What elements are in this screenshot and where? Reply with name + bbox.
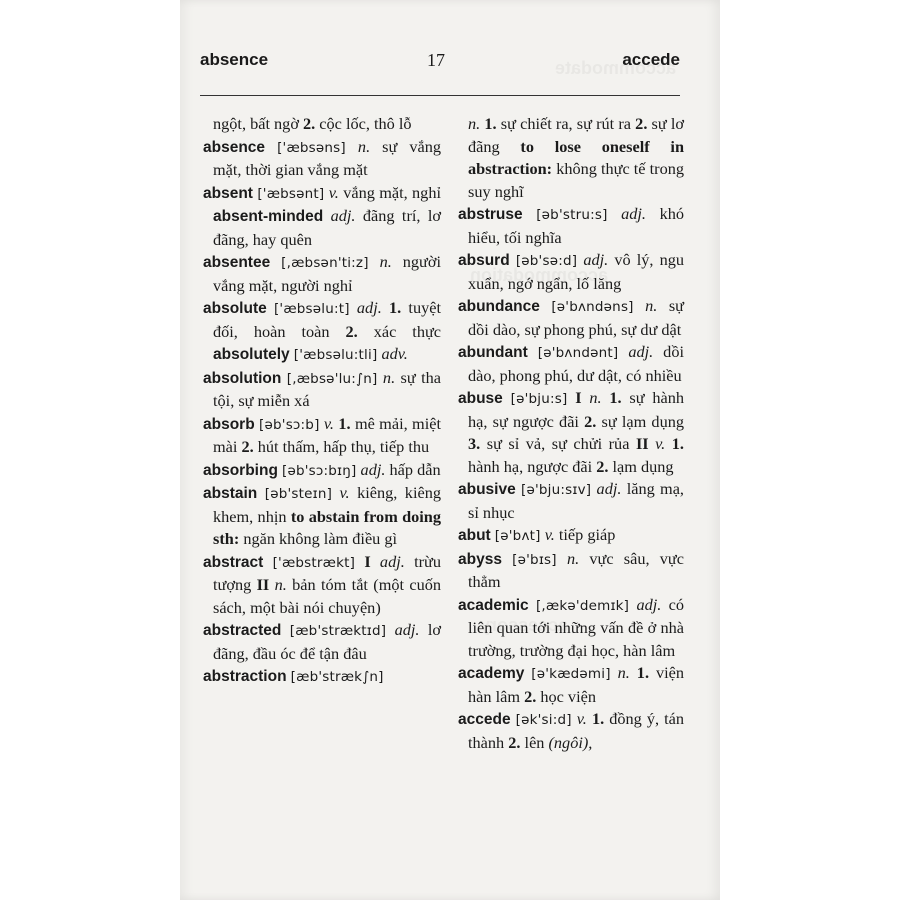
dictionary-entry [458,203,684,249]
definition-text: tuyệt đối, hoàn toàn [213,298,441,341]
headword: absence [203,138,266,156]
pronunciation: [ə'bju:sɪv] [521,482,592,498]
part-of-speech: (ngôi), [548,732,593,752]
dictionary-entry [203,182,441,252]
pronunciation: [ə'bju:s] [510,391,568,407]
definition-text [270,252,281,271]
sense-number: 1. [671,434,684,453]
headword: absent [203,184,253,202]
definition-text [608,204,622,223]
sense-number: I [575,388,582,407]
definition-text: có liên quan tới những vấn đề ở nhà trường, trường đại học, hàn lâm [468,594,684,660]
headword: absorbing [203,461,278,479]
sense-number: 2. [596,456,609,476]
definition-text: viện hàn lâm [468,663,684,706]
definition-text: đãng trí, lơ đãng, hay quên [213,206,441,249]
dictionary-entry [203,136,441,182]
definition-text: lạm dụng [608,456,674,476]
definition-text: sự chiết ra, sự rút ra [496,114,636,133]
headword: abusive [458,481,516,498]
definition-text: sự lơ đãng [468,114,685,156]
sub-headword: absent-minded [213,208,324,225]
sense-number: 2. [345,321,358,341]
headword: abyss [458,550,502,568]
part-of-speech: v. [323,413,334,433]
definition-text: mê mải, miệt mài [213,413,441,456]
definition-text: người vắng mặt, người nghỉ [213,252,442,295]
headword: absurd [458,252,510,269]
pronunciation: [ə'kædəmi] [531,666,611,682]
headword: absolution [203,369,282,387]
definition-text [523,204,537,223]
definition-text [267,298,274,317]
part-of-speech: n. [357,136,371,156]
pronunciation: [əb'sə:d] [515,253,578,269]
definition-text: xác thực [357,321,442,341]
part-of-speech: adj. [636,594,662,614]
dictionary-entry [458,341,684,387]
sense-number: 3. [468,434,481,453]
part-of-speech: n. [589,388,602,407]
pronunciation: ['æbsəlu:t] [273,301,350,317]
pronunciation: [æb'stræktɪd] [289,623,387,639]
pronunciation: [əb'stru:s] [536,207,608,223]
definition-text [630,663,637,682]
pronunciation: [ə'bʌt] [494,528,541,544]
part-of-speech: adj. [628,342,654,361]
definition-text: không thực tế trong suy nghĩ [468,159,684,201]
dictionary-entry [203,619,441,665]
pronunciation: [,ækə'demɪk] [535,597,630,614]
part-of-speech: n. [566,548,580,568]
definition-text: tiếp giáp [554,525,616,544]
part-of-speech: n. [379,252,392,271]
definition-text: vắng mặt, nghỉ [338,182,441,202]
sense-number: I [364,551,371,571]
sense-number: 1. [484,114,497,133]
part-of-speech: n. [645,296,658,315]
part-of-speech: adj. [379,551,405,571]
dictionary-entry [458,524,684,548]
definition-text: lơ đãng, đầu óc để tận đâu [213,620,441,663]
definition-text [281,620,289,639]
phrase: to abstain from doing sth: [213,506,441,548]
definition-text: hấp dẫn [385,459,441,479]
headword: abut [458,527,491,544]
definition-text: ngột, bất ngờ [213,114,304,133]
pronunciation: ['æbsəlu:tli] [293,347,378,363]
definition-text [355,552,364,571]
sense-number: 1. [636,663,650,682]
definition-text [528,342,538,361]
dictionary-entry [203,459,441,483]
sense-number: II [256,575,270,594]
headword: academic [458,596,529,614]
dictionary-entry [458,594,684,663]
part-of-speech: adj. [583,250,609,269]
header-first-word: absence [200,50,269,69]
sub-headword: absolutely [213,346,290,363]
pronunciation: [ək'si:d] [515,712,572,728]
sense-number: 2. [584,411,597,431]
headword: absorb [203,415,255,433]
entry-continuation [458,113,684,203]
dictionary-entry [203,367,441,413]
pronunciation: [æb'stræk∫n] [290,669,384,685]
pronunciation: [əb'sɔ:b] [259,416,320,433]
dictionary-entry [203,551,441,620]
header-last-word: accede [622,50,680,69]
dictionary-entry [203,297,441,367]
part-of-speech: adj. [330,206,356,225]
part-of-speech: v. [339,483,350,502]
part-of-speech: adj. [394,620,420,639]
pronunciation: [əb'sɔ:bɪŋ] [282,462,357,479]
part-of-speech: adj. [356,298,382,317]
definition-text: bản tóm tắt (một cuốn sách, một bài nói chuyện) [213,575,442,617]
header-rule [200,95,680,96]
sense-number: 2. [241,437,254,456]
dictionary-entry [203,413,441,459]
dictionary-entry [458,662,684,708]
definition-text [350,298,357,317]
definition-text: khó hiểu, tối nghĩa [468,204,685,247]
headword: abstruse [458,206,523,223]
sense-number: 1. [389,298,402,317]
definition-text: đồng ý, tán thành [468,709,684,752]
definition-text [332,483,339,502]
pronunciation: [,æbsə'lu:∫n] [286,370,378,387]
sense-number: 2. [508,732,521,752]
dictionary-entry [458,548,684,594]
definition-text [502,549,512,568]
pronunciation: ['æbsənt] [257,185,325,202]
definition-text [386,620,394,639]
definition-text: lên [520,732,549,752]
part-of-speech: v. [655,434,666,453]
headword: abstracted [203,622,282,639]
definition-text: ngăn không làm điều gì [239,529,398,548]
pronunciation: [ə'bʌndənt] [537,345,619,361]
definition-text [557,549,567,568]
dictionary-entry [203,665,441,689]
part-of-speech: adj. [621,204,647,223]
definition-text: sự tha tội, sự miễn xá [213,367,441,410]
definition-text [540,296,551,315]
part-of-speech: adv. [381,344,408,363]
headword: abstract [203,553,264,571]
headword: academy [458,665,525,682]
headword: absolute [203,300,267,317]
definition-text [323,206,330,225]
definition-text [382,298,389,317]
page-number: 17 [427,50,445,70]
sense-number: 1. [338,413,351,433]
definition-text [369,252,380,271]
definition-text: dồi dào, phong phú, dư dật, có nhiều [468,342,684,385]
pronunciation: [,æbsən'ti:z] [281,255,369,271]
definition-text: sự dồi dào, sự phong phú, sự dư dật [468,296,684,339]
definition-text [634,296,645,315]
pronunciation: ['æbstrækt] [272,554,356,571]
headword: absentee [203,254,271,271]
left-column [203,113,441,689]
definition-text: sự lạm dụng [596,411,684,431]
definition-text [257,483,264,502]
entry-continuation [203,113,441,136]
part-of-speech: n. [468,114,481,133]
part-of-speech: v. [544,525,555,544]
definition-text [371,552,380,571]
definition-text [263,552,272,571]
definition-text: sự hành hạ, sự ngược đãi [468,388,684,431]
dictionary-entry [458,387,684,478]
headword: abstain [203,485,258,502]
definition-text: lăng mạ, sỉ nhục [468,479,684,522]
phrase: to lose oneself in abstraction: [468,136,685,178]
pronunciation: [əb'steɪn] [264,486,333,502]
page-header [200,48,680,76]
pronunciation: ['æbsəns] [277,139,346,156]
dictionary-entry [203,251,441,297]
definition-text [611,663,618,682]
definition-text: hút thấm, hấp thụ, tiếp thu [253,437,430,456]
sense-number: 2. [635,114,648,133]
right-column [458,113,684,754]
part-of-speech: n. [382,367,396,387]
definition-text: hành hạ, ngược đãi [468,456,597,476]
definition-text: cộc lốc, thô lỗ [315,114,412,133]
dictionary-entry [458,249,684,295]
pronunciation: [ə'bɪs] [512,551,557,568]
headword: abundant [458,344,528,361]
definition-text [346,137,358,156]
part-of-speech: adj. [360,459,386,479]
part-of-speech: n. [274,575,287,594]
definition-text: vực sâu, vực thẳm [468,548,684,591]
definition-text [503,388,511,407]
definition-text: vô lý, ngu xuẩn, ngớ ngẩn, lố lăng [468,250,684,293]
part-of-speech: v. [328,182,339,202]
definition-text [529,595,536,614]
dictionary-entry [203,482,441,551]
definition-text: sự sỉ vả, sự chửi rủa [480,434,636,453]
headword: abstraction [203,668,287,685]
sense-number: 1. [609,388,622,407]
dictionary-entry [458,295,684,341]
headword: accede [458,711,511,728]
sense-number: II [635,434,649,453]
definition-text [618,342,628,361]
definition-text: học viện [536,686,596,706]
part-of-speech: n. [617,663,630,682]
definition-text: trừu tượng [213,551,441,594]
headword: abundance [458,298,540,315]
part-of-speech: adj. [596,479,622,498]
definition-text: sự vắng mặt, thời gian vắng mặt [213,136,441,179]
definition-text [265,137,277,156]
dictionary-entry [458,478,684,524]
headword: abuse [458,390,503,407]
sense-number: 1. [591,709,605,728]
dictionary-entry [458,708,684,754]
part-of-speech: v. [576,709,587,728]
sense-number: 2. [303,114,316,133]
pronunciation: [ə'bʌndəns] [551,299,634,315]
sense-number: 2. [524,686,537,706]
definition-text: kiêng, kiêng khem, nhịn [213,483,441,526]
